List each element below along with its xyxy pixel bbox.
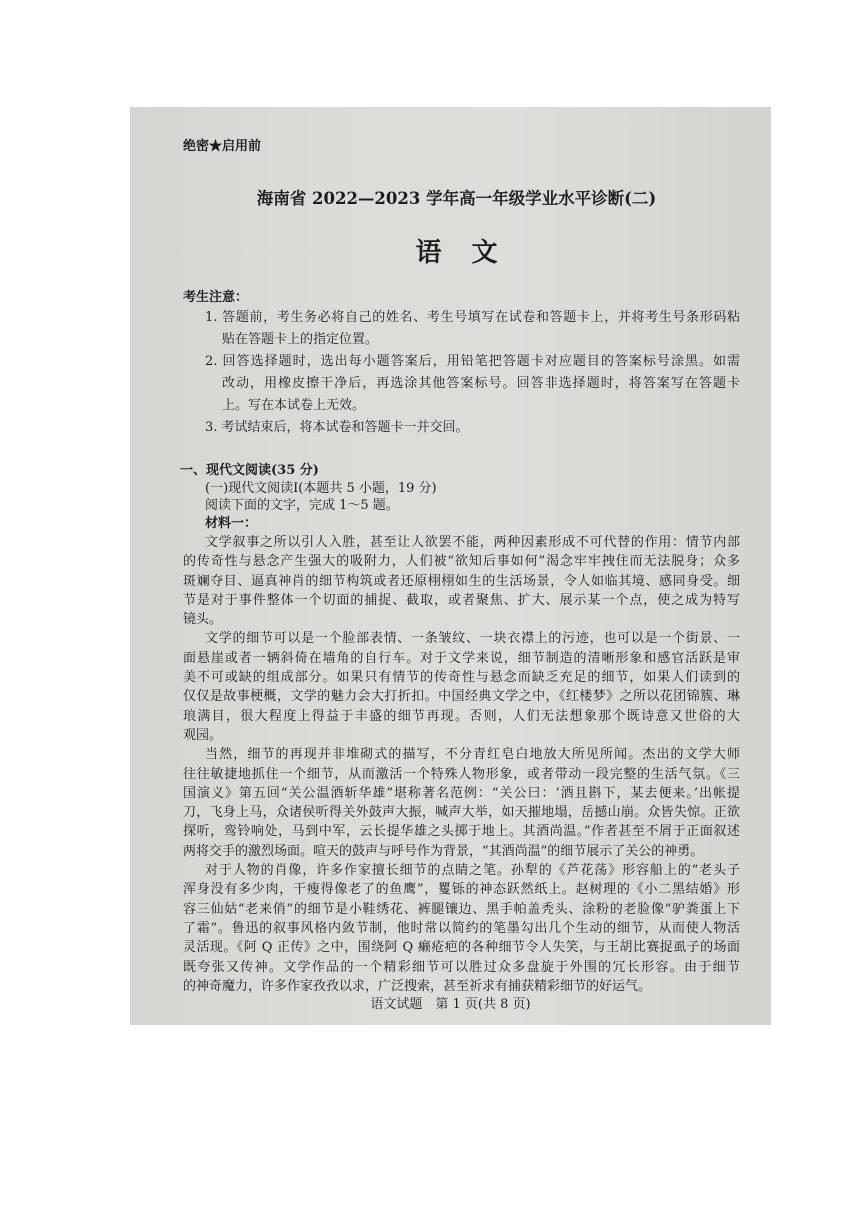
- notice-line: 上。写在本试卷上无效。: [222, 398, 366, 413]
- notice-item: [205, 307, 740, 351]
- notice-item: [205, 351, 740, 417]
- passage-line: 的神奇魔力，许多作家孜孜以求，广泛搜索，甚至祈求有捕获精彩细节的好运气。: [183, 978, 652, 994]
- passage-line: 仅仅是故事梗概，文学的魅力会大打折扣。中国经典文学之中，《红楼梦》之所以花团锦簇、琳: [183, 689, 740, 705]
- passage-line: 探听，鸾铃响处，马到中军，云长提华雄之头掷于地上。其酒尚温。”作者甚至不屑于正面叙述: [183, 824, 740, 840]
- notice-line: 3. 考试结束后，将本试卷和答题卡一并交回。: [205, 420, 469, 435]
- page-footer: 语文试题 第 1 页(共 8 页): [370, 997, 531, 1012]
- passage-line: 两将交手的激烈场面。喧天的鼓声与呼号作为背景，“其酒尚温”的细节展示了关公的神勇。: [183, 843, 704, 859]
- passage-line: 当然，细节的再现并非堆砌式的描写，不分青红皂白地放大所见所闻。杰出的文学大师: [205, 747, 740, 763]
- section-header: [180, 462, 740, 532]
- sub-heading: (一)现代文阅读Ⅰ(本题共 5 小题，19 分): [205, 480, 437, 496]
- passage-line: 既夸张又传神。文学作品的一个精彩细节可以胜过众多盘旋于外围的冗长形容。由于细节: [183, 959, 740, 975]
- exam-page: [130, 107, 771, 1025]
- passage-line: 往往敏捷地抓住一个细节，从而激活一个特殊人物形象，或者带动一段完整的生活气氛。《三: [183, 766, 740, 782]
- passage-line: 的传奇性与悬念产生强大的吸附力，人们被“欲知后事如何”渴念牢牢拽住而无法脱身；众多: [183, 554, 740, 570]
- confidentiality-mark: 绝密★启用前: [183, 139, 262, 154]
- notice-line: 1. 答题前，考生务必将自己的姓名、考生号填写在试卷和答题卡上，并将考生号条形码粘: [205, 310, 740, 325]
- paragraph: [183, 533, 740, 629]
- material-label: 材料一：: [205, 515, 258, 531]
- notice-line: 改动，用橡皮擦干净后，再选涂其他答案标号。回答非选择题时，将答案写在答题卡: [222, 376, 740, 391]
- passage-line: 刀，飞身上马，众诸侯听得关外鼓声大振，喊声大举，如天摧地塌，岳撼山崩。众皆失惊。正欲: [183, 805, 740, 821]
- paragraph: [183, 861, 740, 996]
- paragraph: [183, 745, 740, 861]
- passage-line: 美不可或缺的组成部分。如果只有情节的传奇性与悬念而缺乏充足的细节，如果人们读到的: [183, 670, 740, 686]
- passage-line: 面悬崖或者一辆斜倚在墙角的自行车。对于文学来说，细节制造的清晰形象和感官活跃是审: [183, 650, 740, 666]
- paragraph: [183, 629, 740, 745]
- passage-line: 斑斓夺目、逼真神肖的细节构筑或者还原栩栩如生的生活场景，令人如临其境、感同身受。细: [183, 573, 740, 589]
- passage-line: 了霜”。鲁迅的叙事风格内敛节制，他时常以简约的笔墨勾出几个生动的细节，从而使人物活: [183, 920, 740, 936]
- reading-passage: [183, 533, 740, 996]
- passage-line: 国演义》第五回“关公温酒斩华雄”堪称著名范例：“关公曰：‘酒且斟下，某去便来。’出帐提: [183, 785, 740, 801]
- part-heading: 一、现代文阅读(35 分): [180, 463, 319, 478]
- passage-line: 灵活现。《阿 Q 正传》之中，围绕阿 Q 癞疮疤的各种细节令人失笑，与王胡比赛捉虱子的场面: [183, 940, 740, 956]
- passage-line: 浑身没有多少肉，干瘦得像老了的鱼鹰”，矍铄的神态跃然纸上。赵树理的《小二黑结婚》形: [183, 882, 740, 898]
- notice-list: [205, 307, 740, 439]
- passage-line: 文学的细节可以是一个脸部表情、一条皱纹、一块衣襟上的污迹，也可以是一个街景、一: [205, 631, 740, 647]
- notice-line: 贴在答题卡上的指定位置。: [222, 332, 379, 347]
- notice-line: 2. 回答选择题时，选出每小题答案后，用铅笔把答题卡对应题目的答案标号涂黑。如需: [205, 354, 740, 369]
- passage-line: 琅满目，很大程度上得益于丰盛的细节再现。否则，人们无法想象那个既诗意又世俗的大: [183, 708, 740, 724]
- passage-line: 文学叙事之所以引人入胜，甚至让人欲罢不能，两种因素形成不可代替的作用：情节内部: [205, 535, 740, 550]
- passage-line: 容三仙姑“老来俏”的细节是小鞋绣花、裤腿镶边、黑手帕盖秃头、涂粉的老脸像“驴粪蛋上下: [183, 901, 740, 917]
- passage-line: 镜头。: [183, 612, 223, 628]
- passage-line: 观园。: [183, 727, 223, 743]
- passage-line: 节是对于事件整体一个切面的捕捉、截取，或者聚焦、扩大、展示某一个点，使之成为特写: [183, 592, 740, 608]
- notice-heading: 考生注意：: [183, 290, 249, 305]
- notice-item: [205, 417, 740, 439]
- exam-title: 海南省 2022—2023 学年高一年级学业水平诊断(二): [256, 189, 657, 208]
- subject-title: 语文: [415, 238, 528, 268]
- passage-line: 对于人物的肖像，许多作家擅长细节的点睛之笔。孙犁的《芦花荡》形容船上的“老头子: [205, 863, 740, 879]
- instruction: 阅读下面的文字，完成 1～5 题。: [205, 498, 399, 513]
